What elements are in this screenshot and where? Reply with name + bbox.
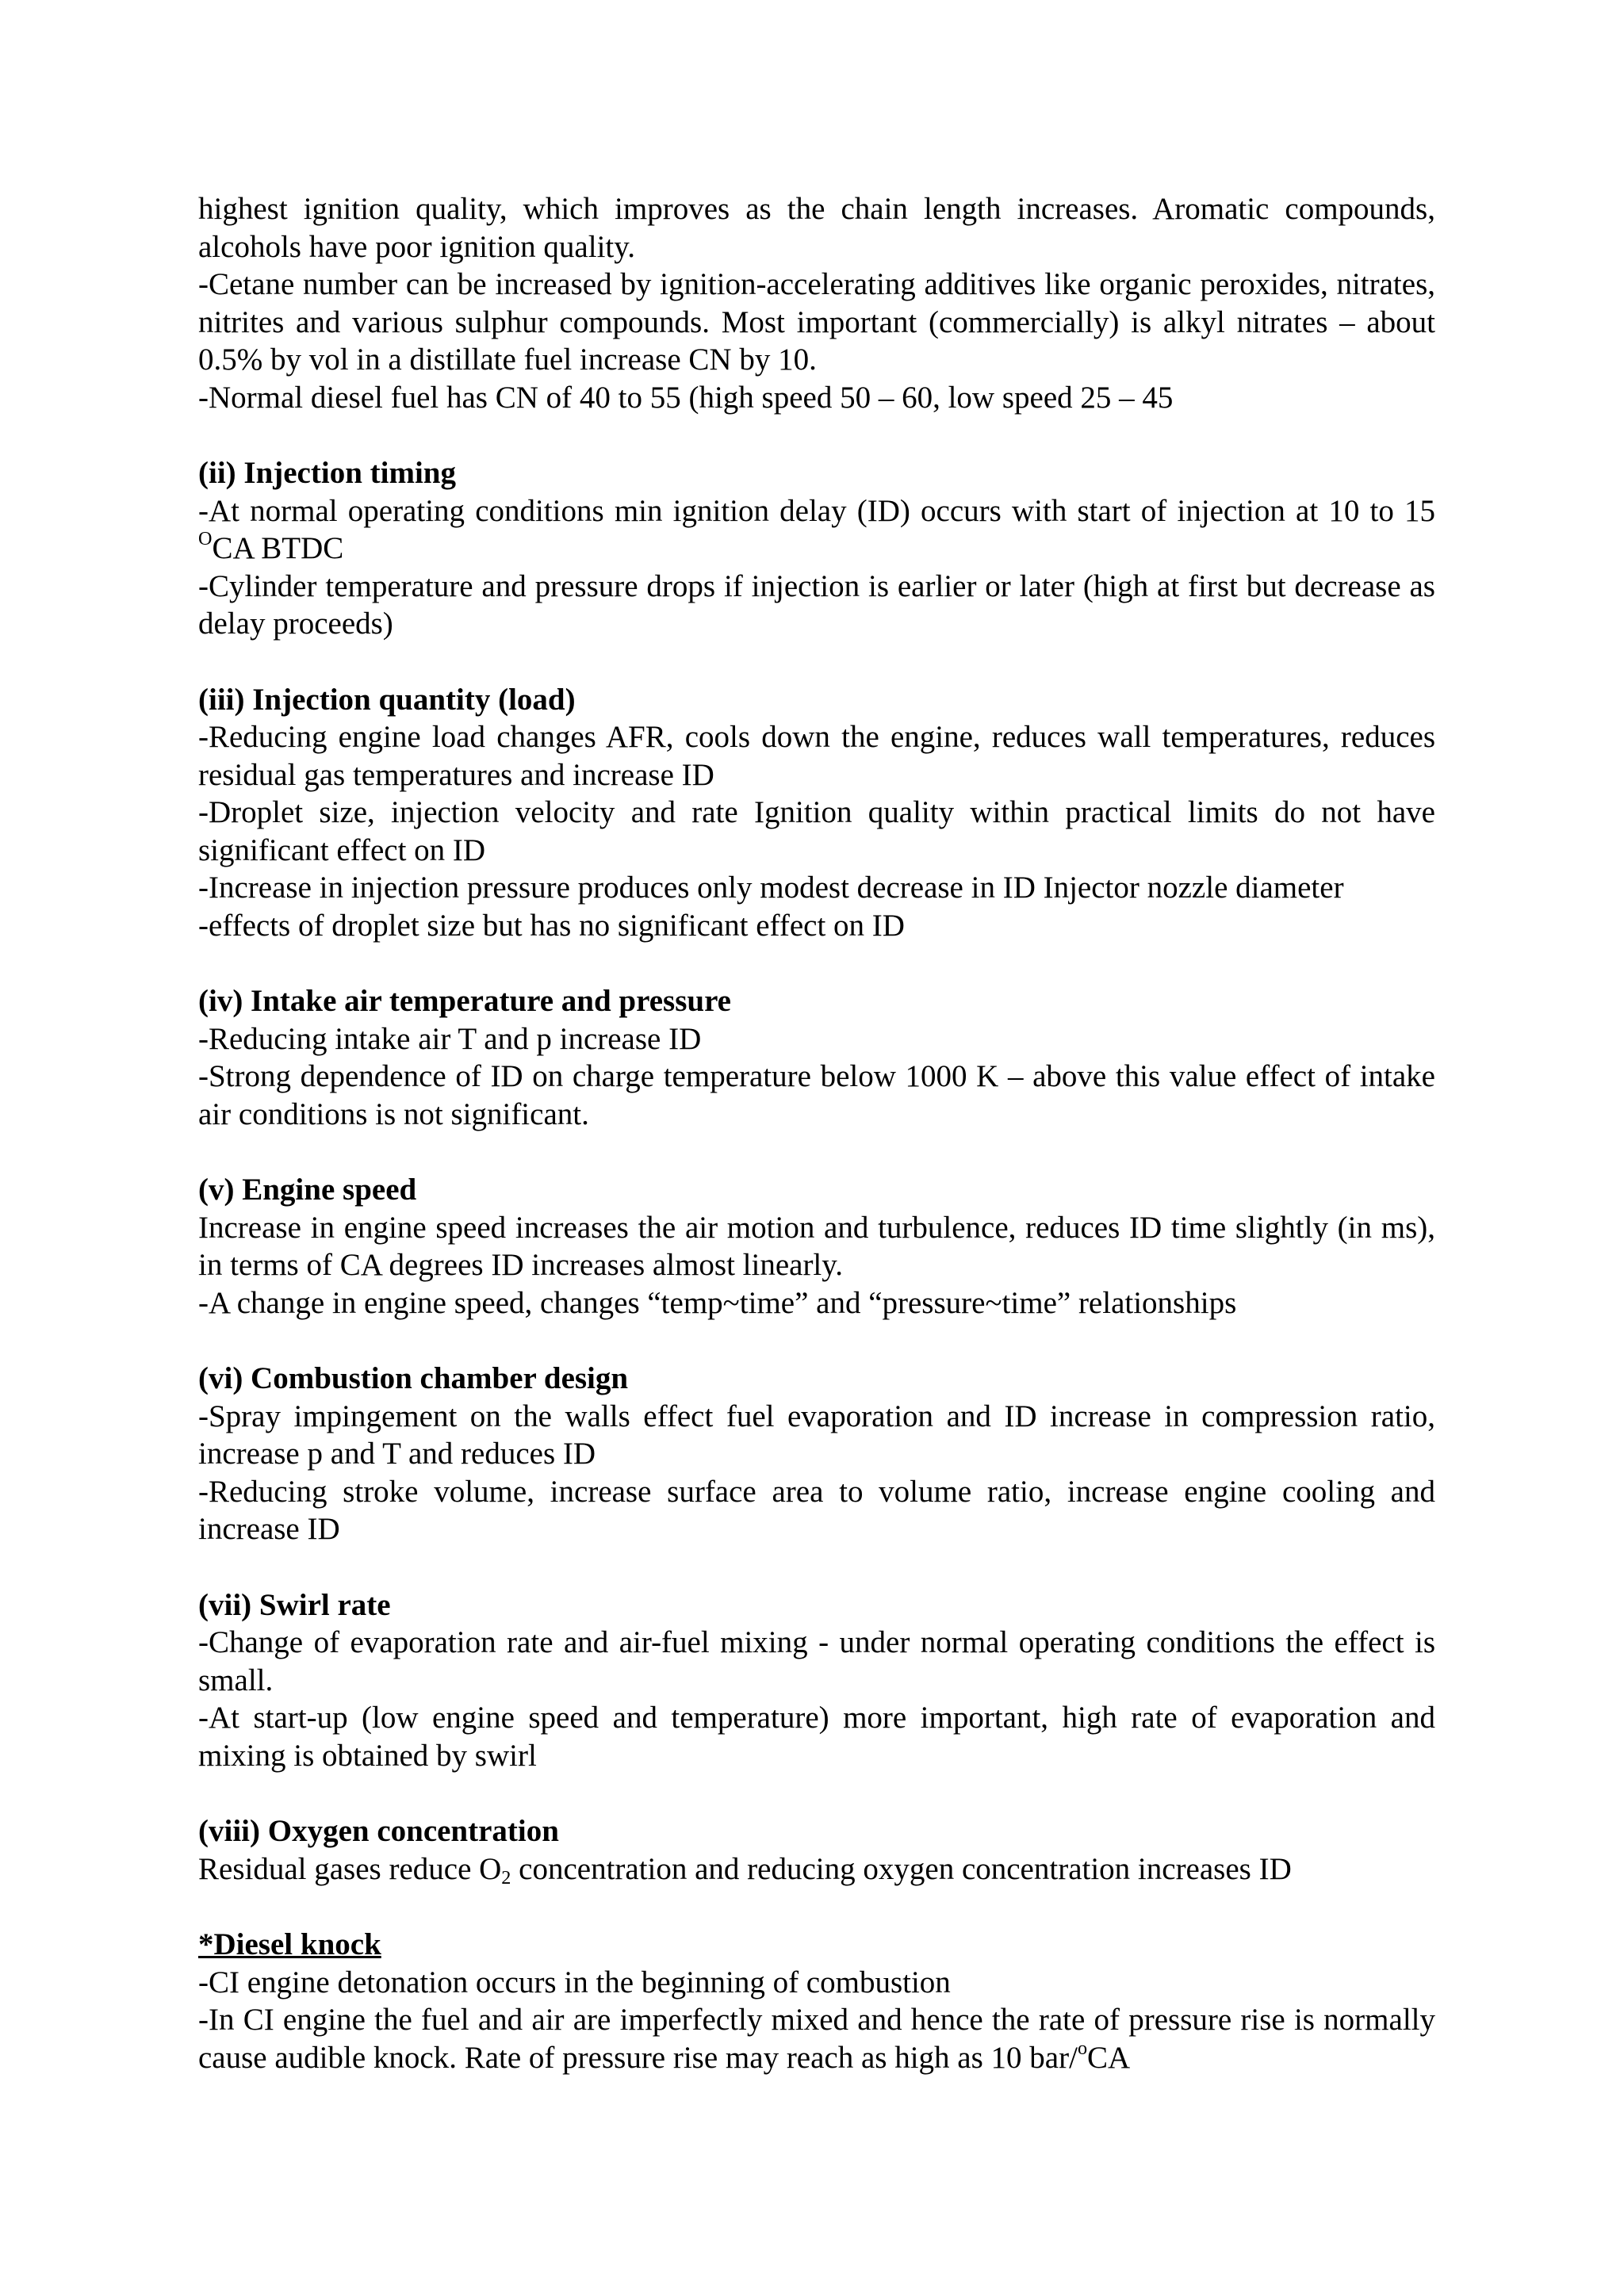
swirl-rate-paragraph-2: -At start-up (low engine speed and temperature) more important, high rate of evaporation and mixing is obtained by swirl [198,1701,1435,1773]
injection-quantity-paragraph-1: -Reducing engine load changes AFR, cools down the engine, reduces wall temperatures, reduces residual gas temperatures and increase ID [198,720,1435,792]
injection-quantity-paragraph-4: -effects of droplet size but has no significant effect on ID [198,908,905,943]
oxygen-concentration-paragraph-1: Residual gases reduce $O_2$ concentration and reducing oxygen concentration increases ID [198,1851,1292,1888]
heading-oxygen-concentration: (viii) Oxygen concentration [198,1814,559,1848]
heading-swirl-rate: (vii) Swirl rate [198,1587,391,1622]
section-gap [198,1888,1435,1926]
section-gap [198,643,1435,681]
heading-injection-timing: (ii) Injection timing [198,456,456,490]
section-gap [198,1774,1435,1812]
engine-speed-paragraph-1: Increase in engine speed increases the air motion and turbulence, reduces ID time slightly (in ms), in terms of CA degrees ID increases almost linearly. [198,1210,1435,1282]
section-gap [198,1133,1435,1171]
intro-paragraph-3: -Normal diesel fuel has CN of 40 to 55 (high speed 50 – 60, low speed 25 – 45 [198,380,1174,415]
section-gap [198,1548,1435,1586]
intro-paragraph-2: -Cetane number can be increased by ignition-accelerating additives like organic peroxides, nitrates, nitrites and various sulphur compounds. Most important (commercially) is alkyl nitrates – about 0.5% by vol in a distillate fuel increase CN by 10. [198,267,1435,377]
heading-combustion-chamber: (vi) Combustion chamber design [198,1361,629,1395]
heading-intake-air: (iv) Intake air temperature and pressure [198,984,731,1018]
injection-quantity-paragraph-3: -Increase in injection pressure produces only modest decrease in ID Injector nozzle diameter [198,871,1344,905]
combustion-chamber-paragraph-2: -Reducing stroke volume, increase surface area to volume ratio, increase engine cooling and increase ID [198,1474,1435,1546]
diesel-knock-paragraph-1: -CI engine detonation occurs in the beginning of combustion [198,1965,951,1999]
document-page [198,190,1435,2076]
injection-timing-paragraph-2: -Cylinder temperature and pressure drops if injection is earlier or later (high at first but decrease as delay proceeds) [198,568,1435,641]
engine-speed-paragraph-2: -A change in engine speed, changes “temp~time” and “pressure~time” relationships [198,1285,1237,1320]
intake-air-paragraph-2: -Strong dependence of ID on charge temperature below 1000 K – above this value effect of intake air conditions is not significant. [198,1059,1435,1131]
heading-injection-quantity: (iii) Injection quantity (load) [198,682,576,717]
diesel-knock-paragraph-2: -In CI engine the fuel and air are imperfectly mixed and hence the rate of pressure rise is normally cause audible knock. Rate of pressure rise may reach as high as 10 bar/$^o$CA [198,2003,1435,2075]
section-gap [198,1322,1435,1360]
injection-quantity-paragraph-2: -Droplet size, injection velocity and rate Ignition quality within practical limits do not have significant effect on ID [198,795,1435,867]
injection-timing-paragraph-1: -At normal operating conditions min ignition delay (ID) occurs with start of injection at 10 to 15 $^O$CA BTDC [198,493,1435,565]
intro-paragraph-1: highest ignition quality, which improves as the chain length increases. Aromatic compounds, alcohols have poor ignition quality. [198,192,1435,264]
section-gap [198,416,1435,454]
combustion-chamber-paragraph-1: -Spray impingement on the walls effect fuel evaporation and ID increase in compression ratio, increase p and T and reduces ID [198,1399,1435,1471]
section-gap [198,944,1435,982]
heading-engine-speed: (v) Engine speed [198,1173,417,1207]
heading-diesel-knock: *Diesel knock [198,1927,381,1961]
intake-air-paragraph-1: -Reducing intake air T and p increase ID [198,1021,702,1056]
swirl-rate-paragraph-1: -Change of evaporation rate and air-fuel mixing - under normal operating conditions the effect is small. [198,1625,1435,1697]
